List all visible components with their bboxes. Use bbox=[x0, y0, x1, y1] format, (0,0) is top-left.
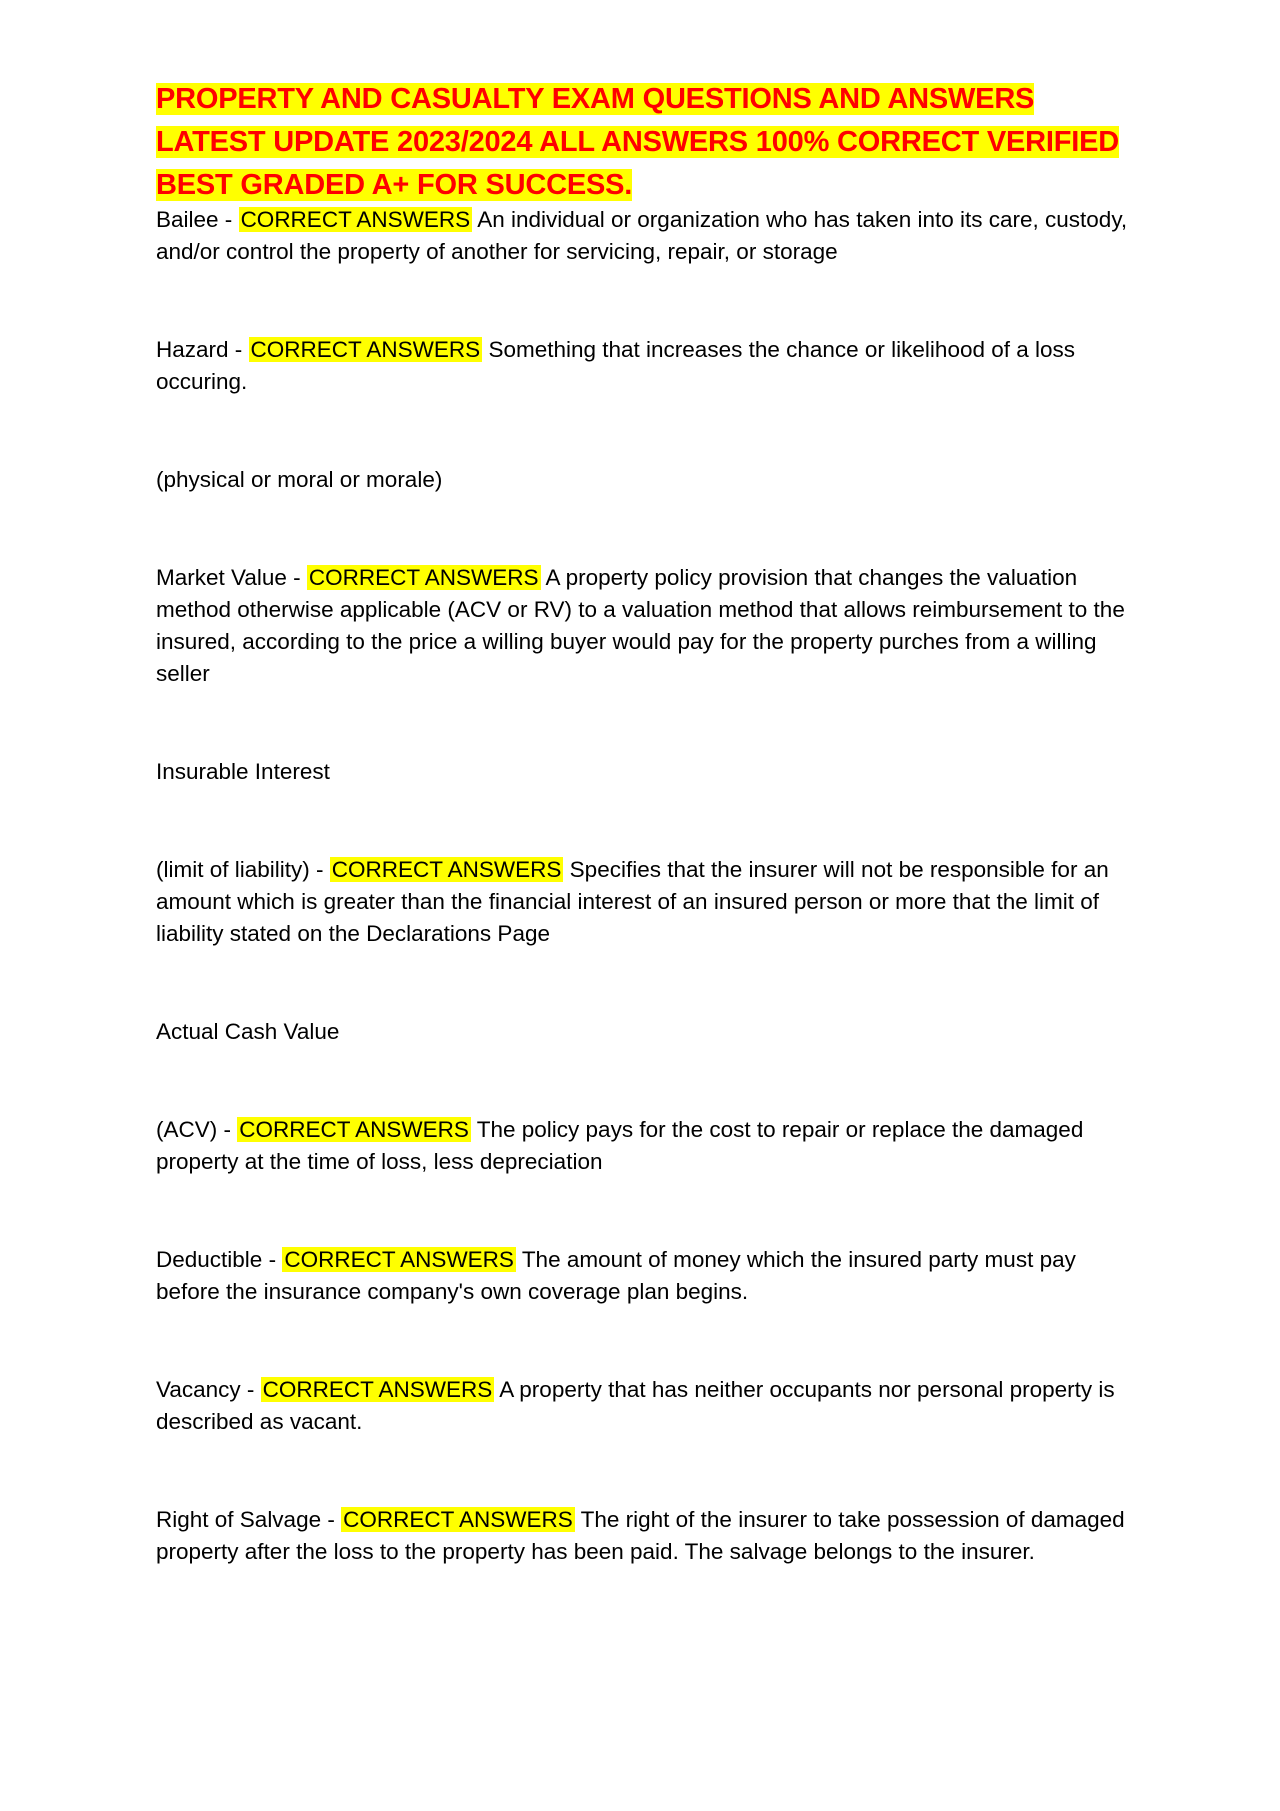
document-page bbox=[156, 78, 1136, 1568]
correct-answers-tag: CORRECT ANSWERS bbox=[262, 1377, 493, 1402]
qa-entry-right-of-salvage bbox=[156, 1504, 1136, 1568]
entry-term: Vacancy - bbox=[156, 1377, 255, 1402]
qa-entry-hazard bbox=[156, 334, 1136, 398]
correct-answers-tag: CORRECT ANSWERS bbox=[331, 857, 562, 882]
qa-entry-market-value bbox=[156, 562, 1136, 690]
qa-list bbox=[156, 204, 1136, 1568]
correct-answers-tag: CORRECT ANSWERS bbox=[343, 1507, 573, 1532]
title-line-2: LATEST UPDATE 2023/2024 ALL ANSWERS 100% CORRECT VERIFIED bbox=[156, 126, 1120, 158]
qa-entry-vacancy bbox=[156, 1374, 1136, 1438]
entry-definition: Something that increases the chance or likelihood of a loss occuring. bbox=[156, 337, 1076, 394]
qa-entry-bailee bbox=[156, 204, 1136, 268]
entry-definition: A property that has neither occupants nor personal property is described as vacant. bbox=[156, 1377, 1115, 1434]
entry-term: (ACV) - bbox=[156, 1117, 231, 1142]
entry-term: Deductible - bbox=[156, 1247, 277, 1272]
qa-entry-acv bbox=[156, 1114, 1136, 1178]
entry-term: Right of Salvage - bbox=[156, 1507, 335, 1532]
entry-definition: An individual or organization who has taken into its care, custody, and/or control the property of another for servicing, repair, or storage bbox=[156, 207, 1128, 264]
qa-entry-limit-of-liability bbox=[156, 854, 1136, 950]
entry-term: Bailee - bbox=[156, 207, 233, 232]
entry-term: Market Value - bbox=[156, 565, 301, 590]
qa-heading-actual-cash-value: Actual Cash Value bbox=[156, 1019, 340, 1044]
qa-note-hazard-types: (physical or moral or morale) bbox=[156, 467, 443, 492]
entry-definition: The policy pays for the cost to repair or replace the damaged property at the time of loss, less depreciation bbox=[156, 1117, 1084, 1174]
entry-term: (limit of liability) - bbox=[156, 857, 324, 882]
title-line-1: PROPERTY AND CASUALTY EXAM QUESTIONS AND ANSWERS bbox=[156, 83, 1035, 115]
correct-answers-tag: CORRECT ANSWERS bbox=[284, 1247, 514, 1272]
correct-answers-tag: CORRECT ANSWERS bbox=[308, 565, 539, 590]
qa-heading-insurable-interest: Insurable Interest bbox=[156, 759, 330, 784]
entry-definition: Specifies that the insurer will not be responsible for an amount which is greater than the financial interest of an insured person or more that the limit of liability stated on the Declarations Page bbox=[156, 857, 1109, 946]
document-title bbox=[156, 78, 1136, 207]
title-line-3: BEST GRADED A+ FOR SUCCESS. bbox=[156, 169, 633, 201]
entry-definition: The right of the insurer to take possession of damaged property after the loss to the property has been paid. The salvage belongs to the insurer. bbox=[156, 1507, 1125, 1564]
correct-answers-tag: CORRECT ANSWERS bbox=[239, 1117, 469, 1142]
correct-answers-tag: CORRECT ANSWERS bbox=[250, 337, 481, 362]
entry-term: Hazard - bbox=[156, 337, 243, 362]
entry-definition: The amount of money which the insured party must pay before the insurance company's own coverage plan begins. bbox=[156, 1247, 1076, 1304]
correct-answers-tag: CORRECT ANSWERS bbox=[240, 207, 471, 232]
entry-definition: A property policy provision that changes the valuation method otherwise applicable (ACV or RV) to a valuation method that allows reimbursement to the insured, according to the price a willing buyer would pay for the property purches from a willing seller bbox=[156, 565, 1125, 686]
qa-entry-deductible bbox=[156, 1244, 1136, 1308]
